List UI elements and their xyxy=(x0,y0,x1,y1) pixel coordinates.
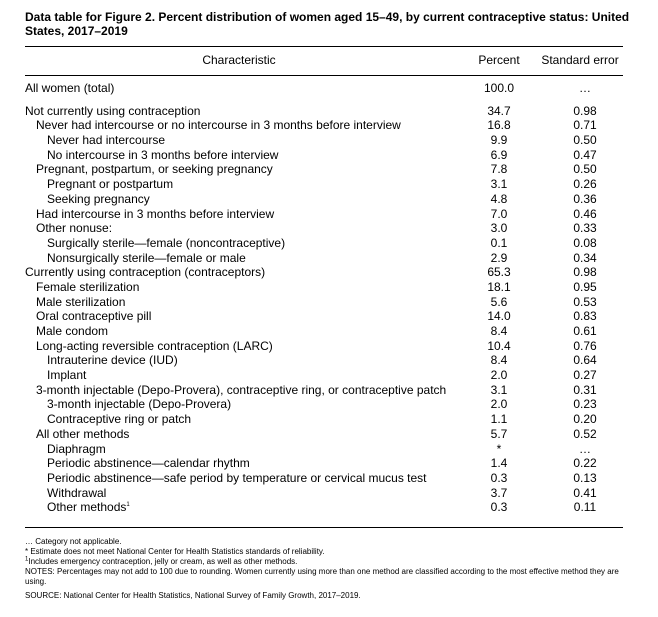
row-characteristic xyxy=(47,486,106,501)
row-label-text: Male sterilization xyxy=(36,294,126,309)
row-label-text: Withdrawal xyxy=(47,485,107,500)
row-label-text: Pregnant or postpartum xyxy=(47,177,174,192)
row-label-text: Implant xyxy=(47,368,87,383)
row-percent: 16.8 xyxy=(487,118,511,133)
row-characteristic xyxy=(47,236,285,251)
table-row xyxy=(25,251,623,266)
table-row xyxy=(25,397,623,412)
table-row xyxy=(25,192,623,207)
row-standard-error: 0.41 xyxy=(573,485,597,500)
note-source: SOURCE: National Center for Health Statistics, National Survey of Family Growth, 2017–2019. xyxy=(25,591,361,600)
table-notes xyxy=(25,537,625,601)
table-row xyxy=(25,104,623,119)
row-label-text: Contraceptive ring or patch xyxy=(47,412,192,427)
note-not-applicable: … Category not applicable. xyxy=(25,537,122,546)
row-percent: 3.1 xyxy=(490,382,508,397)
row-characteristic xyxy=(47,412,191,427)
note-footnote-1 xyxy=(25,557,625,567)
row-standard-error: 0.71 xyxy=(573,118,597,133)
table-row xyxy=(25,383,623,398)
row-standard-error: 0.36 xyxy=(573,191,597,206)
row-standard-error: 0.50 xyxy=(573,133,597,148)
row-label-text: Nonsurgically sterile—female or male xyxy=(47,250,246,265)
row-label-text: Long-acting reversible contraception (LARC) xyxy=(36,338,273,353)
table-row xyxy=(25,81,623,96)
row-standard-error: 0.23 xyxy=(573,397,597,412)
table-row xyxy=(25,471,623,486)
row-characteristic xyxy=(47,177,173,192)
row-characteristic xyxy=(47,251,246,266)
row-label-text: Other methods xyxy=(47,500,127,515)
row-standard-error: 0.26 xyxy=(573,177,597,192)
table-row xyxy=(25,118,623,133)
table-row xyxy=(25,221,623,236)
row-label-text: Periodic abstinence—safe period by temperature or cervical mucus test xyxy=(47,470,427,485)
row-percent: 10.4 xyxy=(487,338,511,353)
footnote-1-text: Includes emergency contraception, jelly or cream, as well as other methods. xyxy=(28,557,298,566)
row-percent: 9.9 xyxy=(490,133,508,148)
row-percent: 7.8 xyxy=(490,162,508,177)
footnote-marker: 1 xyxy=(25,556,29,563)
row-standard-error: 0.83 xyxy=(573,309,597,324)
row-characteristic xyxy=(36,383,446,398)
row-percent: 2.0 xyxy=(490,368,508,383)
row-label-text: All women (total) xyxy=(25,81,115,95)
note-rounding: NOTES: Percentages may not add to 100 due to rounding. Women currently using more than one method are classified according to the most effective method they are using. xyxy=(25,567,619,586)
row-label-text: No intercourse in 3 months before interview xyxy=(47,147,279,162)
row-characteristic xyxy=(36,295,125,310)
top-rule xyxy=(25,46,623,47)
table-row xyxy=(25,280,623,295)
row-percent: 5.7 xyxy=(490,426,508,441)
row-standard-error: 0.61 xyxy=(573,324,597,338)
table-row xyxy=(25,368,623,383)
row-label-text: Periodic abstinence—calendar rhythm xyxy=(47,456,250,471)
row-standard-error: 0.11 xyxy=(573,500,597,515)
row-characteristic xyxy=(36,309,151,324)
note-reliability: * Estimate does not meet National Center for Health Statistics standards of reliability. xyxy=(25,547,325,556)
row-standard-error: 0.46 xyxy=(573,206,597,221)
row-characteristic xyxy=(36,324,108,339)
row-percent: 100.0 xyxy=(483,81,515,95)
row-characteristic xyxy=(36,162,273,177)
row-characteristic xyxy=(36,339,273,354)
row-label-text: Male condom xyxy=(36,324,109,338)
row-standard-error: 0.47 xyxy=(573,147,597,162)
row-standard-error: 0.64 xyxy=(573,353,597,368)
row-standard-error: 0.20 xyxy=(573,412,597,427)
row-standard-error: … xyxy=(579,81,591,95)
table-row xyxy=(25,456,623,471)
row-footnote-marker: 1 xyxy=(126,502,130,509)
table-row xyxy=(25,486,623,501)
row-characteristic xyxy=(47,456,250,471)
table-row xyxy=(25,324,623,339)
row-percent: 18.1 xyxy=(487,279,511,294)
row-standard-error: 0.95 xyxy=(573,279,597,294)
row-standard-error: 0.98 xyxy=(573,265,597,280)
row-standard-error: 0.76 xyxy=(573,338,597,353)
row-label-text: Oral contraceptive pill xyxy=(36,309,152,324)
row-label-text: Not currently using contraception xyxy=(25,103,201,118)
row-standard-error: 0.34 xyxy=(573,250,597,265)
row-label-text: Pregnant, postpartum, or seeking pregnancy xyxy=(36,162,273,177)
table-body xyxy=(25,81,623,515)
row-standard-error: 0.27 xyxy=(573,368,597,383)
table-row xyxy=(25,207,623,222)
row-standard-error: 0.52 xyxy=(573,426,597,441)
table-row xyxy=(25,500,623,515)
row-label-text: Never had intercourse xyxy=(47,133,166,148)
row-standard-error: 0.22 xyxy=(573,456,597,471)
row-percent: 4.8 xyxy=(490,191,508,206)
row-standard-error: 0.31 xyxy=(573,382,597,397)
table-row xyxy=(25,442,623,457)
row-characteristic xyxy=(47,192,150,207)
row-standard-error: 0.33 xyxy=(573,221,597,236)
table-row xyxy=(25,353,623,368)
table-row xyxy=(25,148,623,163)
row-percent: 3.1 xyxy=(490,177,508,192)
row-label-text: Had intercourse in 3 months before interview xyxy=(36,206,275,221)
row-label-text: Other nonuse: xyxy=(36,221,113,236)
table-row xyxy=(25,295,623,310)
row-label-text: Intrauterine device (IUD) xyxy=(47,353,178,368)
row-label-text: All other methods xyxy=(36,426,130,441)
row-label-text: Diaphragm xyxy=(47,441,106,456)
table-row xyxy=(25,236,623,251)
row-percent: 1.1 xyxy=(490,412,508,427)
row-percent: * xyxy=(496,441,502,456)
row-label-text: Surgically sterile—female (noncontraceptive) xyxy=(47,235,286,250)
header-rule xyxy=(25,75,623,76)
table-row xyxy=(25,412,623,427)
row-standard-error: 0.13 xyxy=(573,470,597,485)
row-standard-error: 0.53 xyxy=(573,294,597,309)
table-row xyxy=(25,309,623,324)
row-percent: 14.0 xyxy=(487,309,511,324)
row-percent: 2.9 xyxy=(490,250,508,265)
row-label-text: 3-month injectable (Depo-Provera) xyxy=(47,397,232,412)
row-percent: 7.0 xyxy=(490,206,508,221)
row-characteristic xyxy=(47,353,178,368)
bottom-rule xyxy=(25,527,623,528)
table-title: Data table for Figure 2. Percent distribution of women aged 15–49, by current contraceptive status: United States, 2017–2019 xyxy=(25,10,630,38)
row-percent: 34.7 xyxy=(487,103,511,118)
row-percent: 1.4 xyxy=(490,456,508,471)
row-characteristic xyxy=(47,397,231,412)
row-characteristic xyxy=(25,265,265,280)
table-row xyxy=(25,177,623,192)
row-label-text: Currently using contraception (contraceptors) xyxy=(25,265,266,280)
row-label-text: Never had intercourse or no intercourse in 3 months before interview xyxy=(36,118,401,133)
row-characteristic xyxy=(47,471,427,486)
row-percent: 0.1 xyxy=(490,235,508,250)
table-row xyxy=(25,339,623,354)
header-standard-error: Standard error xyxy=(541,53,619,67)
row-characteristic xyxy=(36,118,401,133)
row-characteristic xyxy=(36,427,129,442)
row-percent: 8.4 xyxy=(490,353,508,368)
row-characteristic xyxy=(47,500,130,515)
header-characteristic: Characteristic xyxy=(202,53,276,67)
row-label-text: Seeking pregnancy xyxy=(47,191,150,206)
row-characteristic xyxy=(36,207,274,222)
row-characteristic xyxy=(36,221,112,236)
row-percent: 5.6 xyxy=(490,294,508,309)
row-percent: 3.0 xyxy=(490,221,508,236)
row-characteristic xyxy=(47,133,165,148)
row-percent: 0.3 xyxy=(490,500,508,515)
row-percent: 2.0 xyxy=(490,397,508,412)
row-characteristic xyxy=(47,368,86,383)
row-label-text: Female sterilization xyxy=(36,279,140,294)
row-standard-error: 0.98 xyxy=(573,103,597,118)
row-characteristic xyxy=(25,104,200,119)
row-characteristic xyxy=(25,81,114,96)
row-standard-error: 0.08 xyxy=(573,235,597,250)
row-percent: 65.3 xyxy=(487,265,511,280)
table-row xyxy=(25,427,623,442)
row-standard-error: … xyxy=(579,441,591,456)
row-percent: 3.7 xyxy=(490,485,508,500)
table-row xyxy=(25,162,623,177)
row-percent: 8.4 xyxy=(490,324,508,338)
table-row xyxy=(25,133,623,148)
row-label-text: 3-month injectable (Depo-Provera), contraceptive ring, or contraceptive patch xyxy=(36,382,447,397)
row-characteristic xyxy=(47,442,106,457)
table-row xyxy=(25,265,623,280)
row-standard-error: 0.50 xyxy=(573,162,597,177)
row-characteristic xyxy=(47,148,278,163)
row-characteristic xyxy=(36,280,139,295)
row-percent: 6.9 xyxy=(490,147,508,162)
header-percent: Percent xyxy=(478,53,520,67)
row-percent: 0.3 xyxy=(490,470,508,485)
